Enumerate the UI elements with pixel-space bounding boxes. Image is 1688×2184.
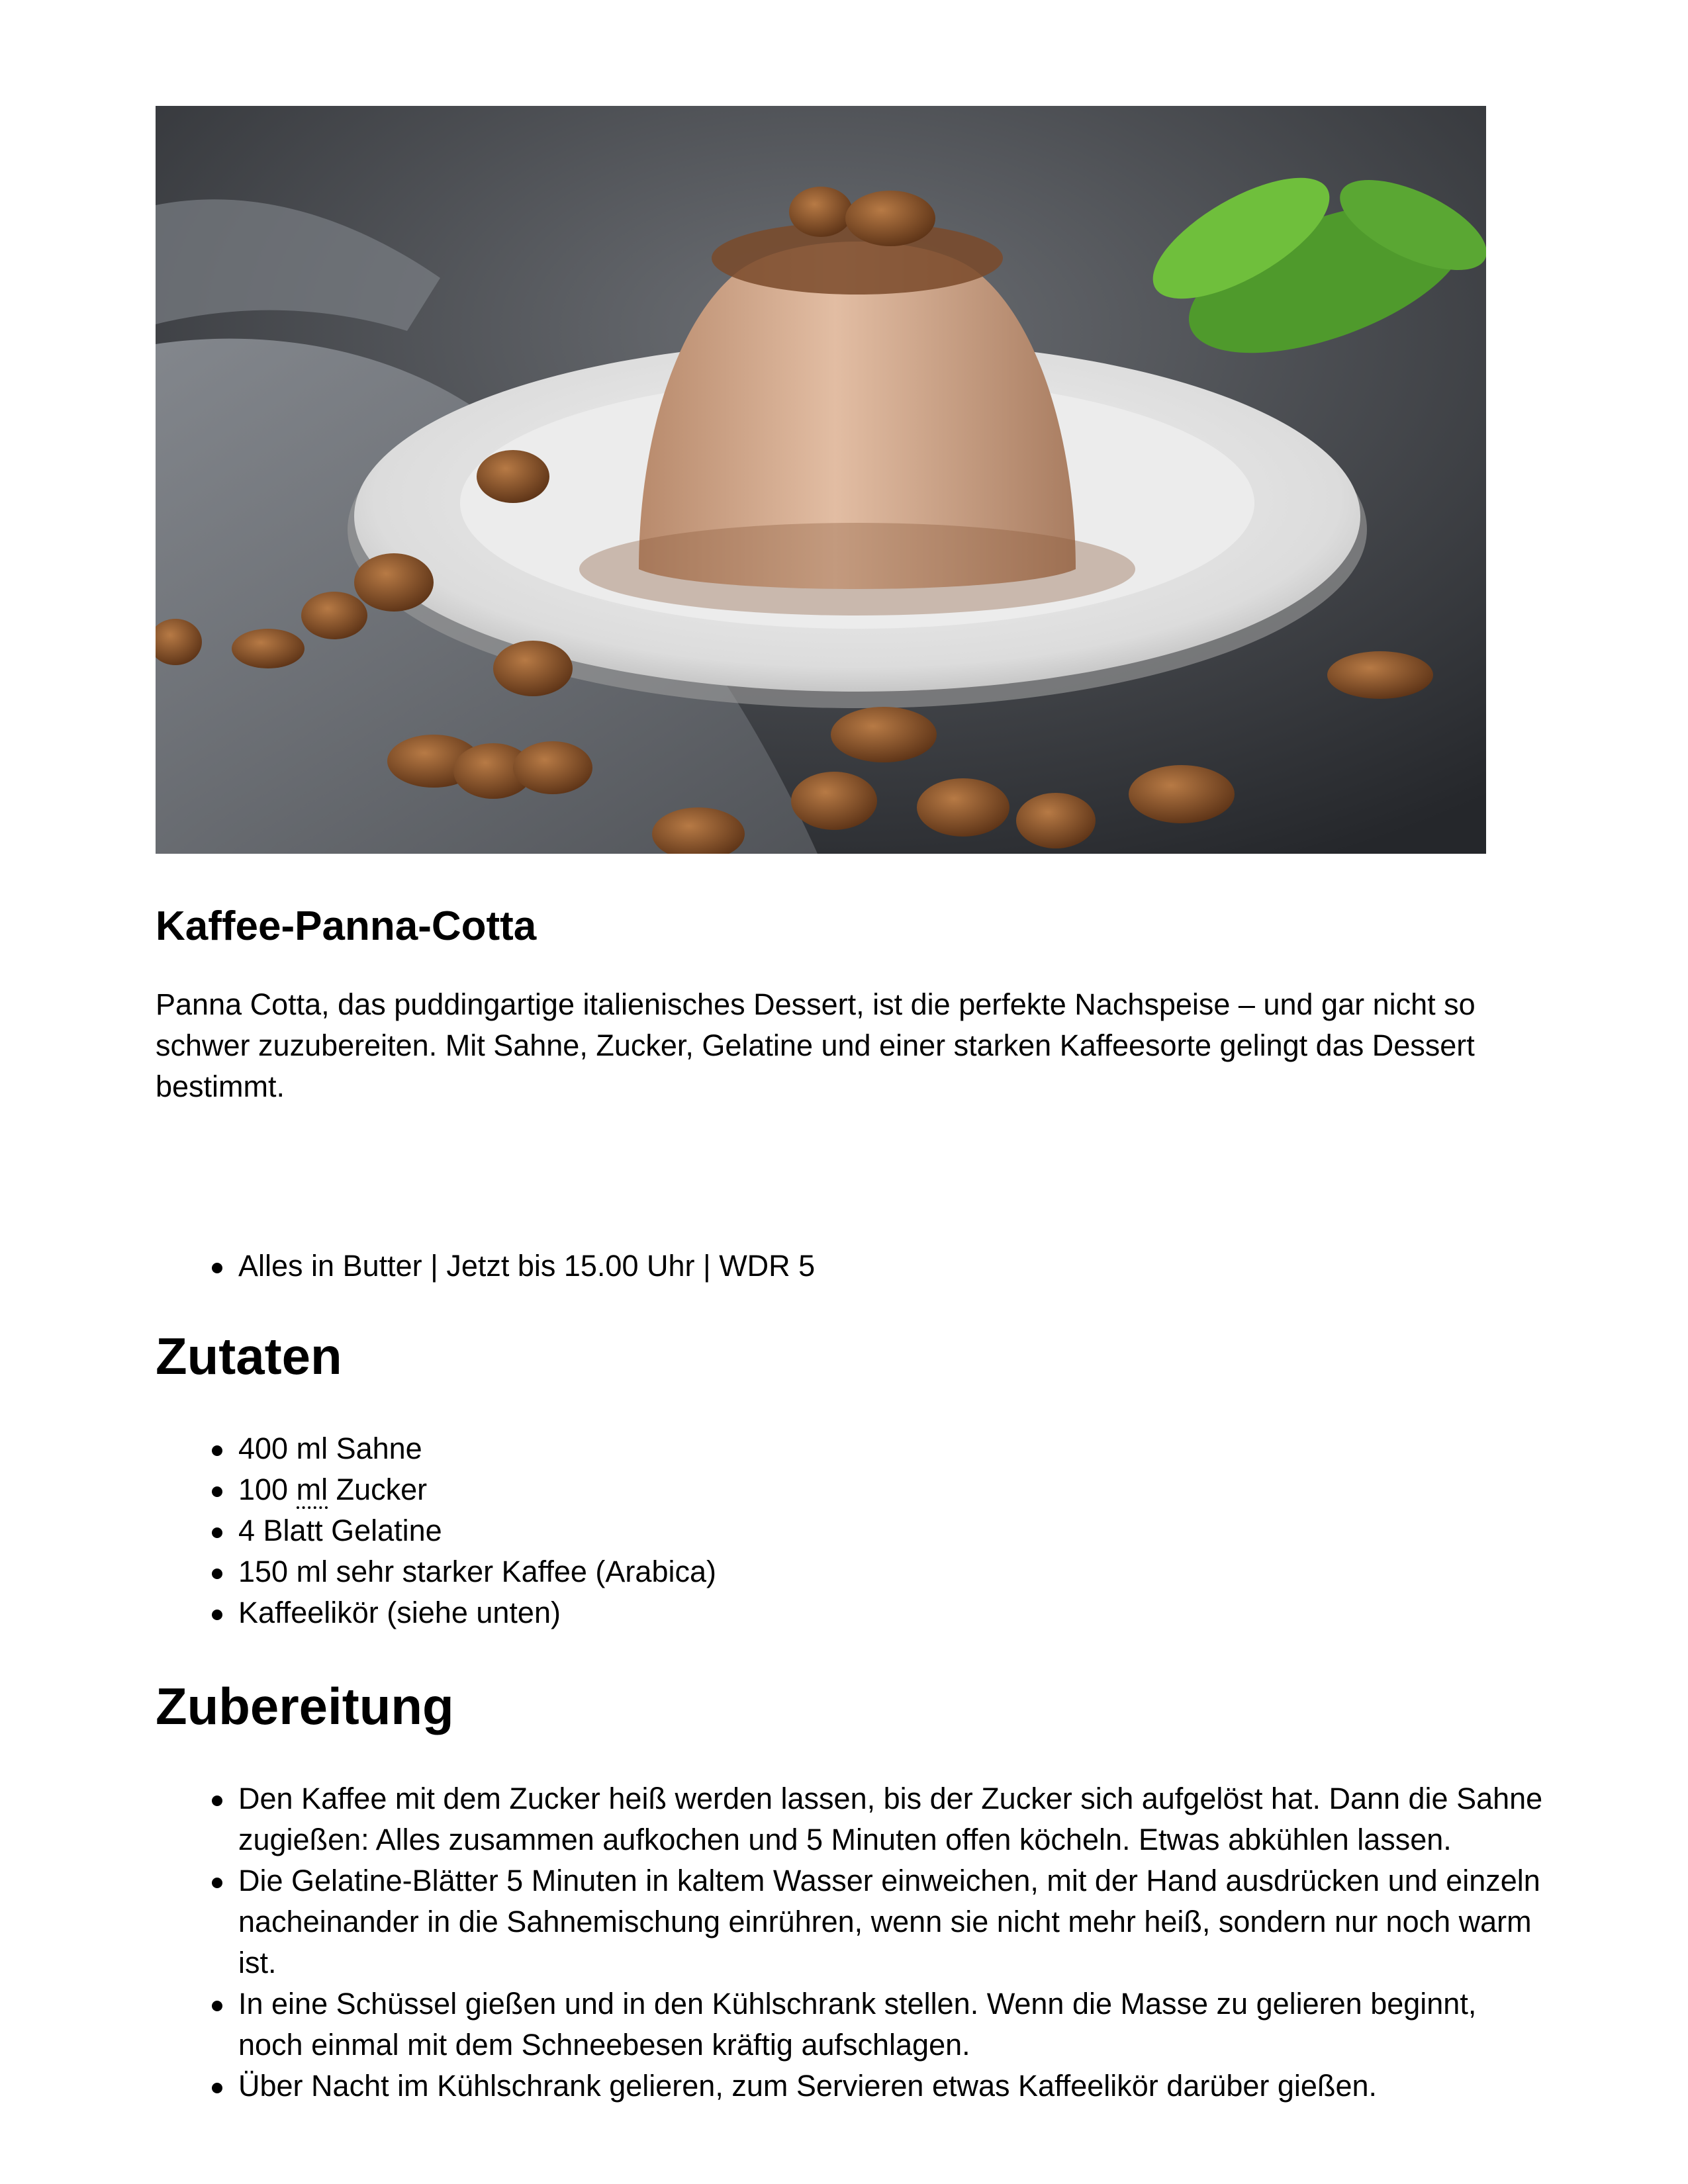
panna-cotta-photo (156, 106, 1486, 854)
ingredients-heading: Zutaten (156, 1327, 342, 1385)
recipe-page (156, 106, 1546, 2103)
recipe-title: Kaffee-Panna-Cotta (156, 903, 537, 949)
panna-cotta-illustration (156, 106, 1486, 854)
ingredient-name: Zucker (328, 1473, 428, 1506)
list-item (156, 1469, 1546, 1510)
recipe-intro: Panna Cotta, das puddingartige italienisches Dessert, ist die perfekte Nachspeise – und gar nicht so schwer zuzubereiten. Mit Sahne, Zucker, Gelatine und einer starken Kaffeesorte gelingt das Dessert bestimmt. (156, 987, 1476, 1103)
list-item: 400 ml Sahne (156, 1428, 1546, 1469)
preparation-heading: Zubereitung (156, 1677, 454, 1735)
list-item: Über Nacht im Kühlschrank gelieren, zum Servieren etwas Kaffeelikör darüber gießen. (156, 2066, 1546, 2107)
list-item: Alles in Butter | Jetzt bis 15.00 Uhr | WDR 5 (156, 1246, 1546, 1287)
list-item: Die Gelatine-Blätter 5 Minuten in kaltem Wasser einweichen, mit der Hand ausdrücken und einzeln nacheinander in die Sahnemischung einrühren, wenn sie nicht mehr heiß, sondern nur noch warm ist. (156, 1860, 1546, 1983)
show-info-list (156, 1246, 1546, 1287)
list-item: 150 ml sehr starker Kaffee (Arabica) (156, 1551, 1546, 1592)
list-item: Den Kaffee mit dem Zucker heiß werden lassen, bis der Zucker sich aufgelöst hat. Dann die Sahne zugießen: Alles zusammen aufkochen und 5 Minuten offen köcheln. Etwas abkühlen lassen. (156, 1778, 1546, 1860)
preparation-steps (156, 1778, 1546, 2107)
list-item: 4 Blatt Gelatine (156, 1510, 1546, 1551)
ingredients-list (156, 1428, 1546, 1633)
unit-abbreviation: ml (297, 1473, 328, 1509)
ingredient-amount: 100 (238, 1473, 297, 1506)
list-item: In eine Schüssel gießen und in den Kühlschrank stellen. Wenn die Masse zu gelieren beginnt, noch einmal mit dem Schneebesen kräftig aufschlagen. (156, 1983, 1546, 2066)
list-item: Kaffeelikör (siehe unten) (156, 1592, 1546, 1633)
